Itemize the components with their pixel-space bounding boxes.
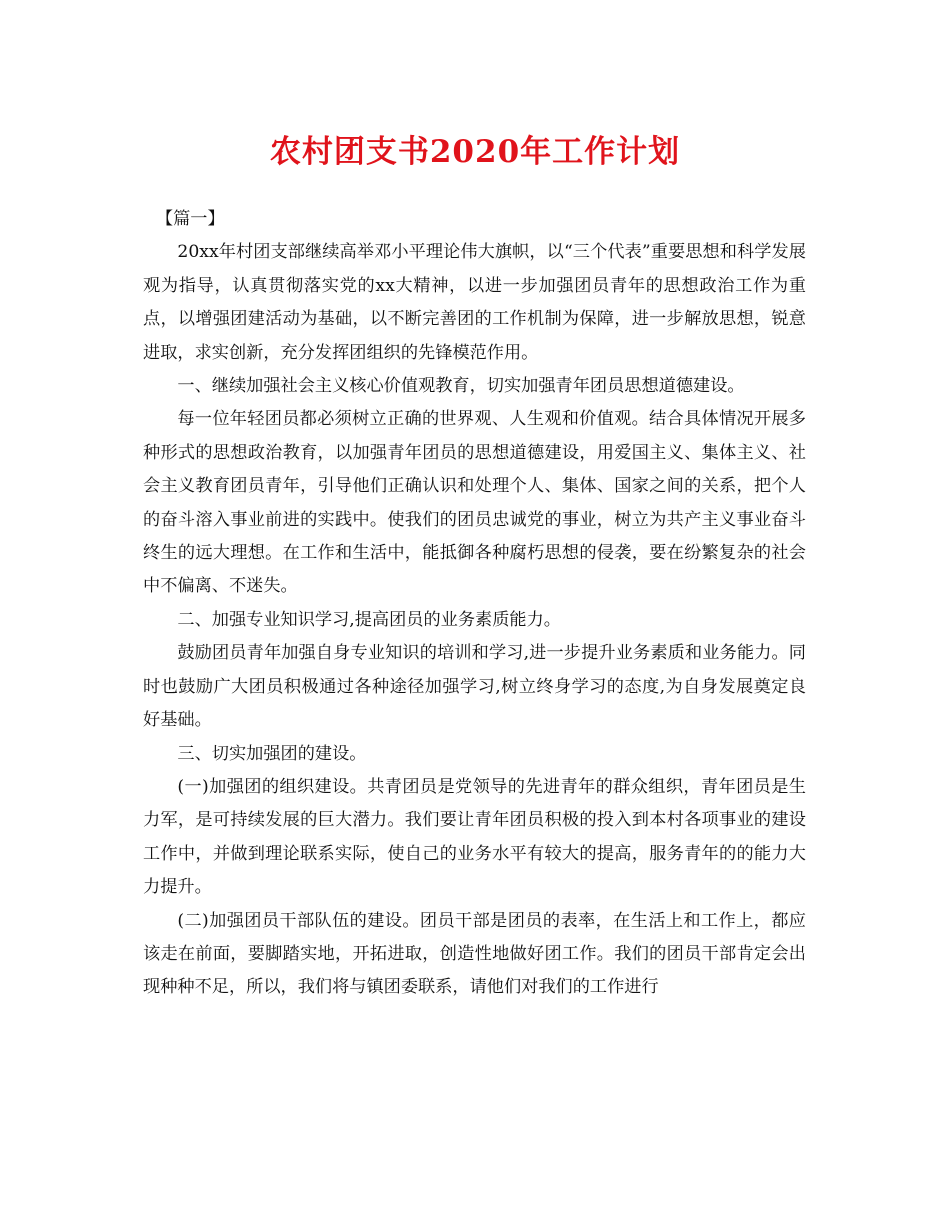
document-body — [143, 203, 806, 1005]
heading-part-2: 二、加强专业知识学习,提高团员的业务素质能力。 — [177, 609, 561, 630]
paragraph-intro: 20xx年村团支部继续高举邓小平理论伟大旗帜，以“三个代表”重要思想和科学发展观为指导，认真贯彻落实党的xx大精神，以进一步加强团员青年的思想政治工作为重点，以增强团建活动为基础，以不断完善团的工作机制为保障，进一步解放思想，锐意进取，求实创新，充分发挥团组织的先锋模范作用。 — [143, 242, 806, 363]
paragraph-part-3-2: (二)加强团员干部队伍的建设。团员干部是团员的表率，在生活上和工作上，都应该走在前面，要脚踏实地，开拓进取，创造性地做好团工作。我们的团员干部肯定会出现种种不足，所以，我们将与镇团委联系，请他们对我们的工作进行 — [143, 910, 806, 998]
paragraph-part-1: 每一位年轻团员都必须树立正确的世界观、人生观和价值观。结合具体情况开展多种形式的思想政治教育，以加强青年团员的思想道德建设，用爱国主义、集体主义、社会主义教育团员青年，引导他们正确认识和处理个人、集体、国家之间的关系，把个人的奋斗溶入事业前进的实践中。使我们的团员忠诚党的事业，树立为共产主义事业奋斗终生的远大理想。在工作和生活中，能抵御各种腐朽思想的侵袭，要在纷繁复杂的社会中不偏离、不迷失。 — [143, 409, 806, 597]
paragraph-part-2: 鼓励团员青年加强自身专业知识的培训和学习,进一步提升业务素质和业务能力。同时也鼓励广大团员积极通过各种途径加强学习,树立终身学习的态度,为自身发展奠定良好基础。 — [143, 643, 806, 731]
paragraph-part-3-1: (一)加强团的组织建设。共青团员是党领导的先进青年的群众组织，青年团员是生力军，是可持续发展的巨大潜力。我们要让青年团员积极的投入到本村各项事业的建设工作中，并做到理论联系实际，使自己的业务水平有较大的提高，服务青年的的能力大力提升。 — [143, 776, 806, 898]
document-title: 农村团支书2020年工作计划 — [269, 134, 681, 170]
heading-part-1: 一、继续加强社会主义核心价值观教育，切实加强青年团员思想道德建设。 — [177, 376, 745, 397]
heading-part-3: 三、切实加强团的建设。 — [177, 743, 367, 764]
section-marker: 【篇一】 — [155, 209, 225, 229]
